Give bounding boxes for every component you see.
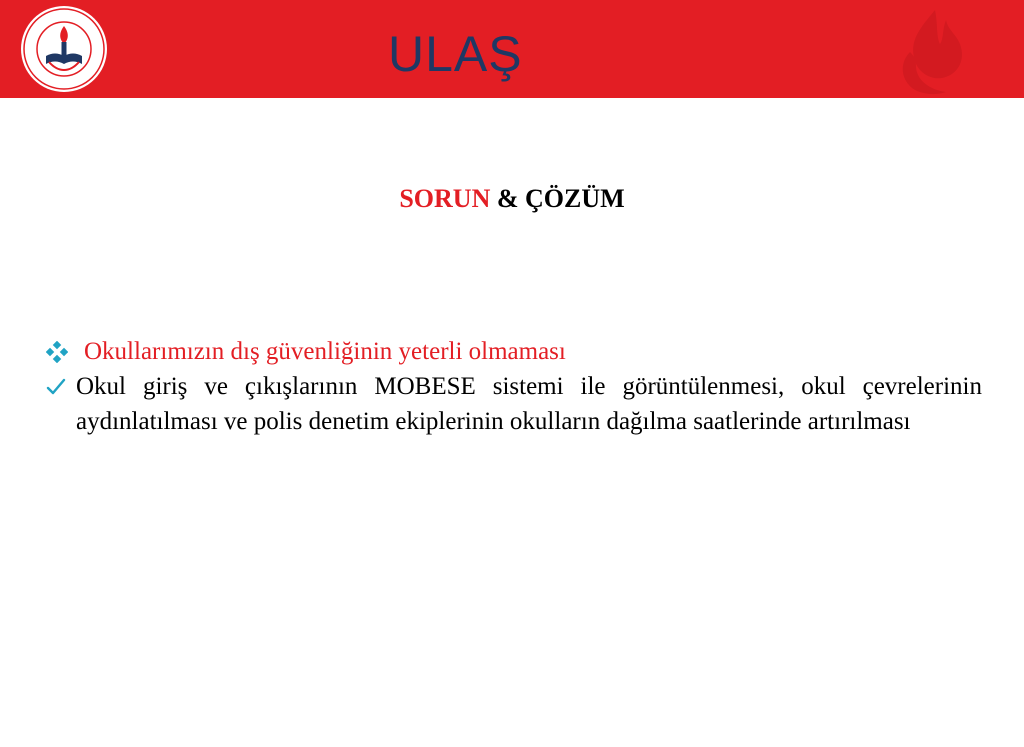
solution-text: Okul giriş ve çıkışlarının MOBESE sistemi ile görüntülenmesi, okul çevrelerinin aydınlatılması ve polis denetim ekiplerinin okulların dağılma saatlerinde artırılması xyxy=(76,373,982,435)
subtitle-solution: & ÇÖZÜM xyxy=(490,184,625,213)
list-item xyxy=(46,369,982,439)
list-item xyxy=(46,334,982,369)
meb-logo-icon xyxy=(16,4,112,94)
subtitle xyxy=(0,181,1024,217)
content-list xyxy=(46,334,982,439)
slide-title: ULAŞ xyxy=(388,26,523,82)
checkmark-icon xyxy=(46,369,76,404)
diamond-bullet-icon xyxy=(46,334,76,369)
subtitle-problem: SORUN xyxy=(399,184,491,213)
problem-text: Okullarımızın dış güvenliğinin yeterli olmaması xyxy=(84,338,566,365)
flame-icon xyxy=(880,6,980,98)
